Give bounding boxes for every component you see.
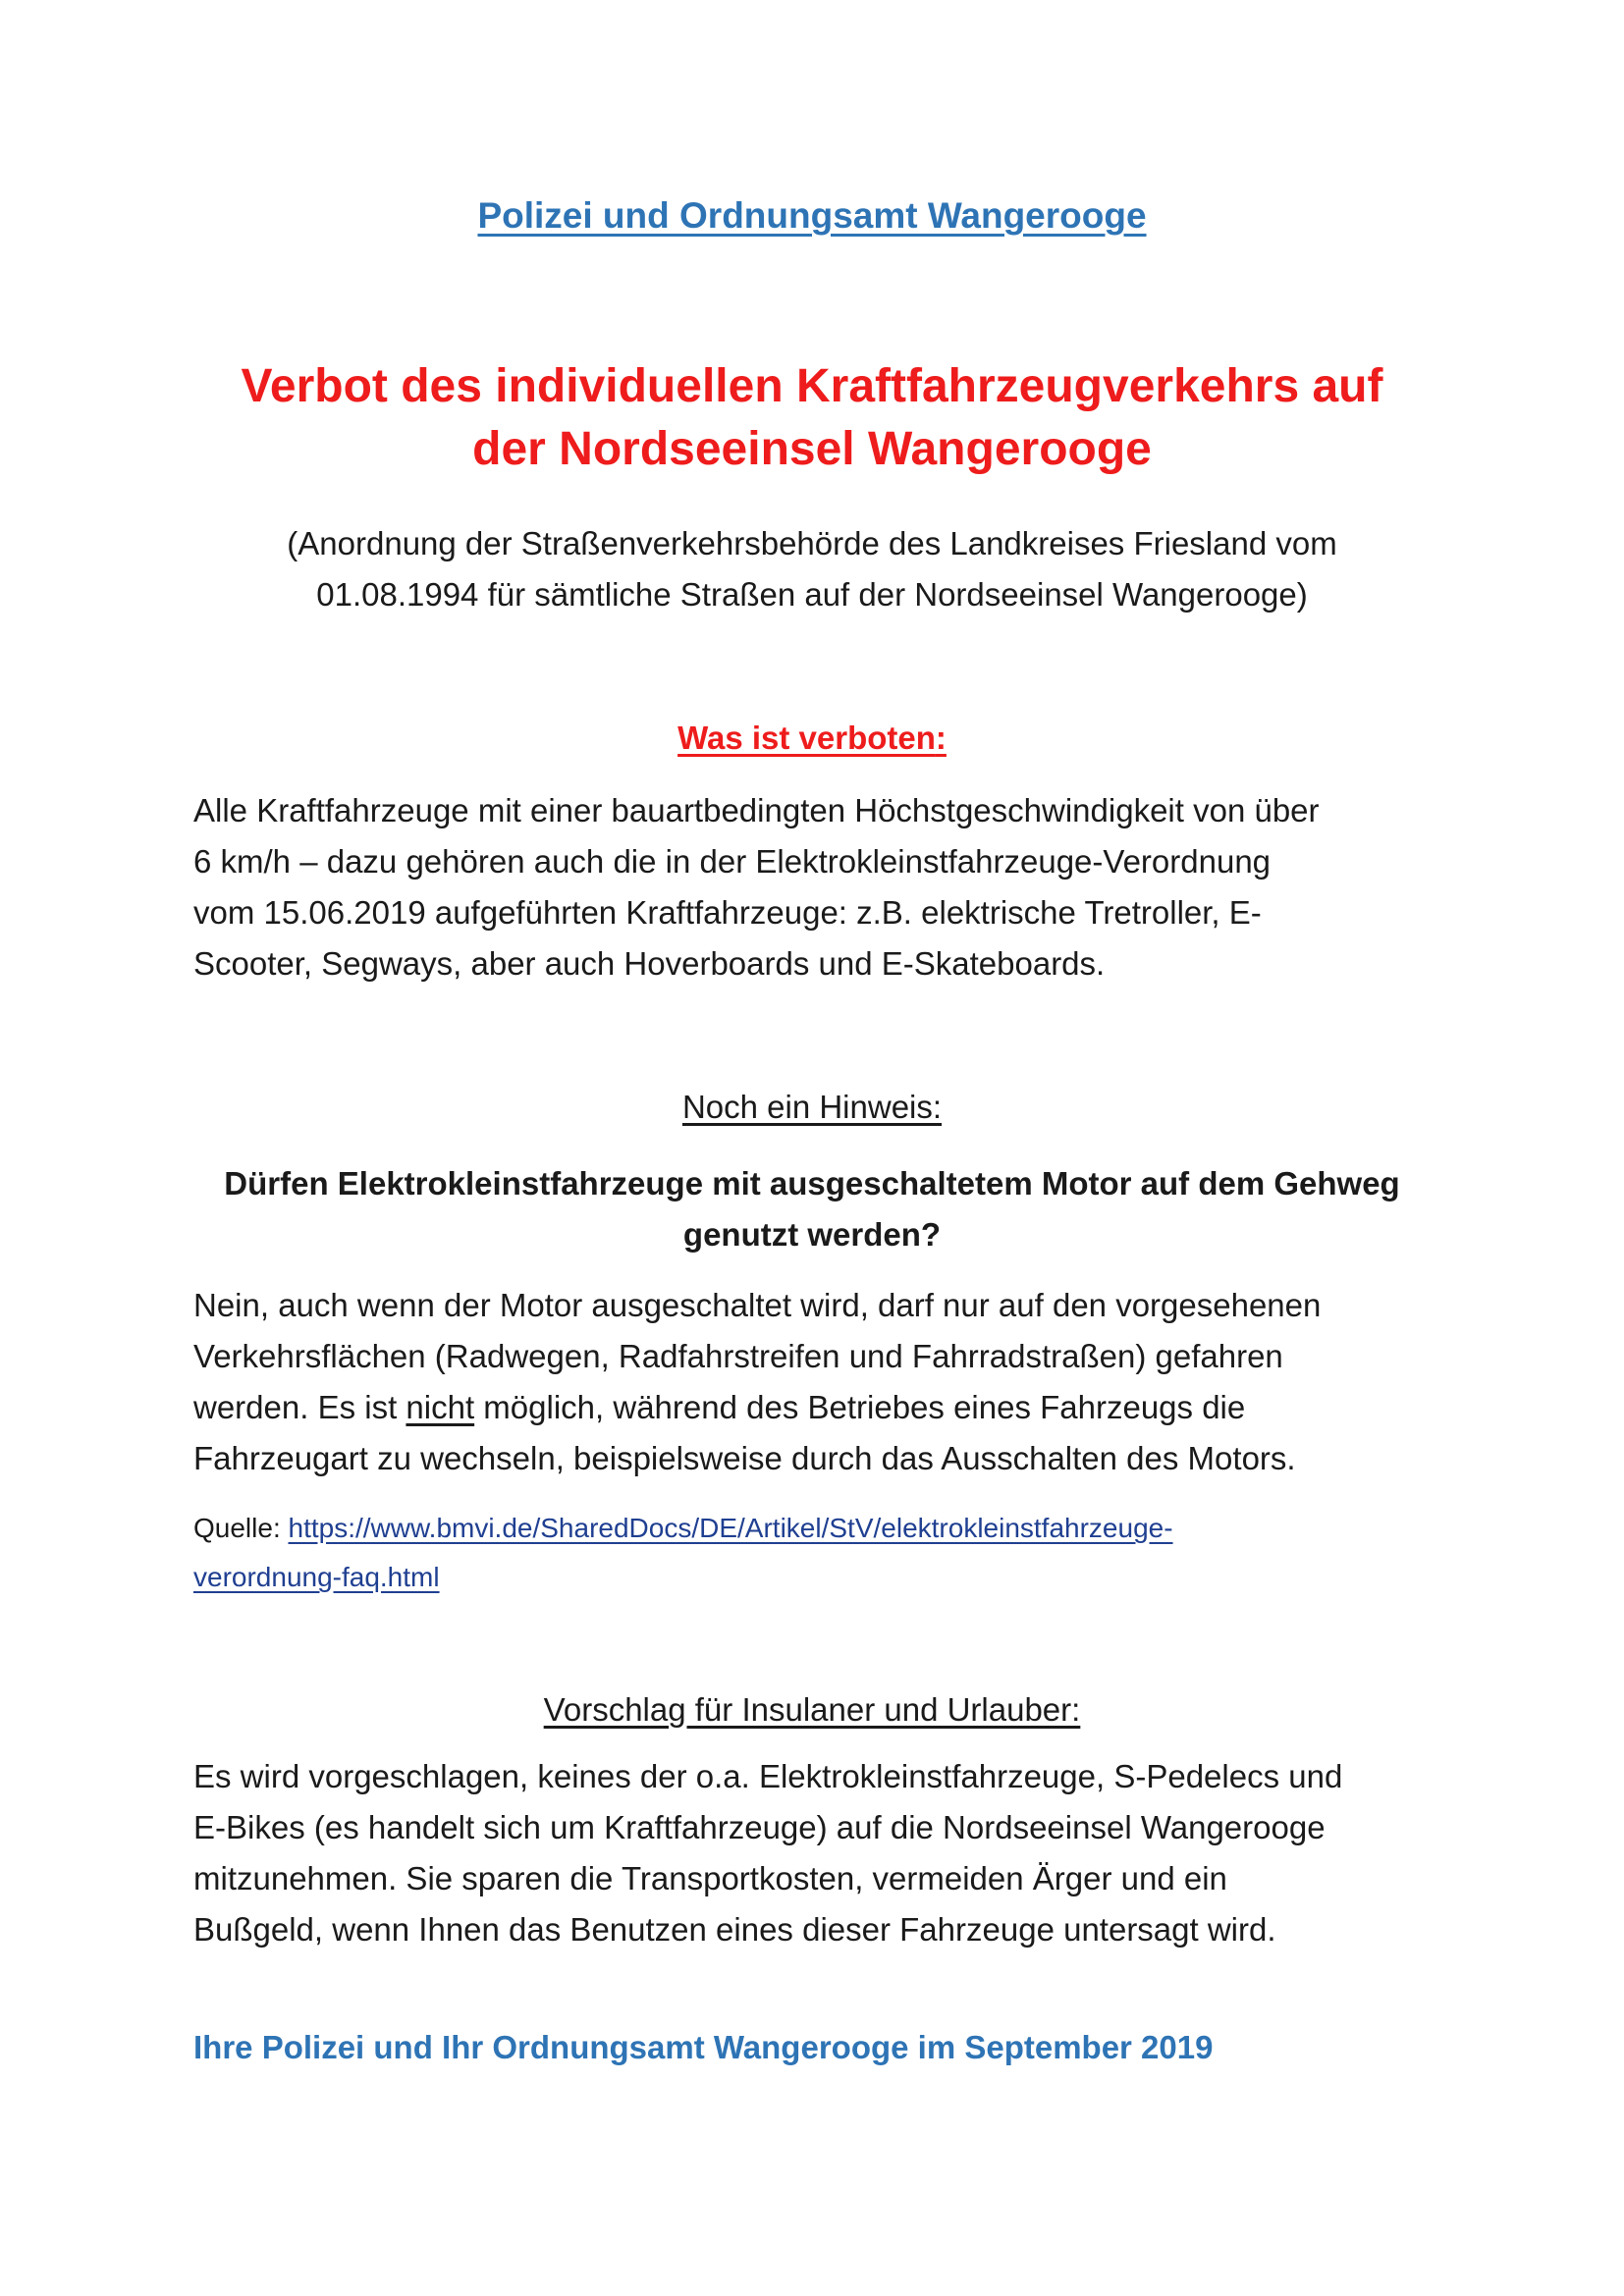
page-title [193,355,1431,481]
forbidden-line: vom 15.06.2019 aufgeführten Kraftfahrzeuge: z.B. elektrische Tretroller, E- [193,894,1262,931]
suggestion-paragraph [193,1751,1431,1955]
forbidden-heading-text: Was ist verboten [677,720,936,756]
hint-answer-line-4: Fahrzeugart zu wechseln, beispielsweise durch das Ausschalten des Motors. [193,1440,1296,1476]
footer-signature: Ihre Polizei und Ihr Ordnungsamt Wangerooge im September 2019 [193,2029,1214,2065]
source-link-continued[interactable]: verordnung-faq.html [193,1562,440,1592]
source-link[interactable]: https://www.bmvi.de/SharedDocs/DE/Artikel/StV/elektrokleinstfahrzeuge- [288,1513,1173,1543]
organization-header-text: Polizei und Ordnungsamt Wangerooge [477,195,1147,236]
suggestion-line: Bußgeld, wenn Ihnen das Benutzen eines dieser Fahrzeuge untersagt wird. [193,1911,1276,1948]
suggestion-heading-text: Vorschlag für Insulaner und Urlauber: [543,1691,1081,1728]
suggestion-line: E-Bikes (es handelt sich um Kraftfahrzeuge) auf die Nordseeinsel Wangerooge [193,1809,1326,1845]
hint-question-line-1: Dürfen Elektrokleinstfahrzeuge mit ausgeschaltetem Motor auf dem Gehweg [224,1165,1400,1201]
hint-heading [193,1084,1431,1131]
suggestion-line: Es wird vorgeschlagen, keines der o.a. Elektrokleinstfahrzeuge, S-Pedelecs und [193,1758,1343,1794]
forbidden-heading-colon: : [935,720,947,756]
source-label: Quelle: [193,1513,289,1543]
hint-answer-line-2: Verkehrsflächen (Radwegen, Radfahrstreifen und Fahrradstraßen) gefahren [193,1338,1283,1374]
forbidden-line: Scooter, Segways, aber auch Hoverboards und E-Skateboards. [193,945,1106,982]
hint-answer-line-3-post: möglich, während des Betriebes eines Fahrzeugs die [474,1389,1246,1425]
hint-question-line-2: genutzt werden? [682,1216,942,1253]
source-line-2 [193,1553,1431,1602]
subtitle-line-1: (Anordnung der Straßenverkehrsbehörde des Landkreises Friesland vom [287,525,1337,561]
forbidden-heading [193,715,1431,762]
ordinance-subtitle [193,518,1431,620]
page-title-line-2: der Nordseeinsel Wangerooge [472,423,1152,475]
hint-answer-emphasis: nicht [406,1389,475,1425]
forbidden-line: 6 km/h – dazu gehören auch die in der Elektrokleinstfahrzeuge-Verordnung [193,843,1272,880]
hint-answer-line-1: Nein, auch wenn der Motor ausgeschaltet wird, darf nur auf den vorgesehenen [193,1287,1322,1323]
source-citation [193,1504,1431,1602]
hint-question [193,1158,1431,1260]
hint-heading-text: Noch ein Hinweis: [681,1089,943,1125]
subtitle-line-2: 01.08.1994 für sämtliche Straßen auf der Nordseeinsel Wangerooge) [316,576,1308,613]
hint-answer-line-3-pre: werden. Es ist [193,1389,406,1425]
hint-answer-line-3 [193,1382,1431,1433]
forbidden-line: Alle Kraftfahrzeuge mit einer bauartbedingten Höchstgeschwindigkeit von über [193,792,1320,828]
forbidden-paragraph [193,785,1431,989]
source-line-1 [193,1504,1431,1553]
hint-answer-paragraph [193,1280,1431,1484]
suggestion-line: mitzunehmen. Sie sparen die Transportkosten, vermeiden Ärger und ein [193,1860,1227,1896]
suggestion-heading [193,1686,1431,1734]
organization-header [193,192,1431,240]
page-title-line-1: Verbot des individuellen Kraftfahrzeugverkehrs auf [241,360,1383,412]
